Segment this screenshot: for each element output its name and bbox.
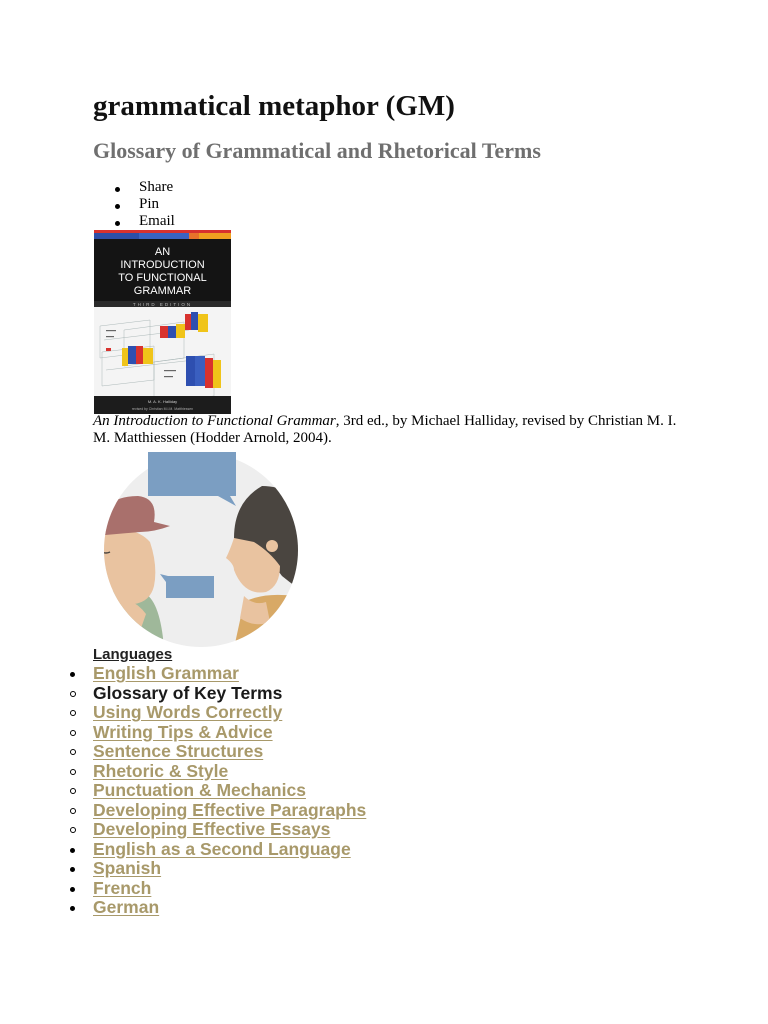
bullet-circle-icon <box>70 710 76 716</box>
nav-link-sentence-structures[interactable]: Sentence Structures <box>93 741 264 761</box>
bullet-disc-icon <box>70 906 75 911</box>
bullet-disc-icon <box>70 848 75 853</box>
share-button[interactable]: Share <box>93 179 175 196</box>
pin-button[interactable]: Pin <box>93 196 175 213</box>
bullet-circle-icon <box>70 827 76 833</box>
bullet-circle-icon <box>70 749 76 755</box>
nav-link-spanish[interactable]: Spanish <box>93 858 162 878</box>
nav-link-punctuation-and-mechanics[interactable]: Punctuation & Mechanics <box>93 780 306 800</box>
cover-title-line-4: GRAMMAR <box>133 285 192 297</box>
page-subtitle: Glossary of Grammatical and Rhetorical Terms <box>93 138 541 163</box>
nav-link-english-as-a-second-language[interactable]: English as a Second Language <box>93 838 351 859</box>
cover-reviser: revised by Christian M.I.M. Matthiessen <box>131 407 194 411</box>
cover-edition: THIRD EDITION <box>132 302 193 307</box>
nav-item <box>66 898 366 918</box>
book-cover-image <box>94 230 231 414</box>
cover-title-line-2: INTRODUCTION <box>120 259 205 271</box>
nav-item <box>66 664 366 684</box>
nav-link-german[interactable]: German <box>93 897 160 917</box>
nav-item <box>66 801 366 821</box>
nav-link-french[interactable]: French <box>93 877 152 898</box>
language-nav-list <box>66 664 366 918</box>
nav-item <box>66 820 366 840</box>
nav-item <box>66 762 366 782</box>
nav-link-using-words-correctly[interactable]: Using Words Correctly <box>93 702 283 722</box>
nav-link-developing-effective-paragraphs[interactable]: Developing Effective Paragraphs <box>93 799 367 820</box>
bullet-circle-icon <box>70 808 76 814</box>
bullet-circle-icon <box>70 769 76 775</box>
nav-item <box>66 742 366 762</box>
bullet-circle-icon <box>70 691 76 697</box>
page-title: grammatical metaphor (GM) <box>93 90 455 122</box>
nav-item <box>66 723 366 743</box>
conversation-illustration-icon <box>94 446 310 648</box>
nav-item <box>66 684 366 704</box>
email-button[interactable]: Email <box>93 213 175 230</box>
bullet-disc-icon <box>70 672 75 677</box>
caption-book-title: An Introduction to Functional Grammar <box>93 413 336 429</box>
cover-title-line-1: AN <box>154 246 171 258</box>
nav-link-rhetoric-and-style[interactable]: Rhetoric & Style <box>93 760 229 781</box>
nav-link-writing-tips-and-advice[interactable]: Writing Tips & Advice <box>93 721 273 742</box>
cover-author: M. A. K. Halliday <box>147 399 178 404</box>
nav-link-developing-effective-essays[interactable]: Developing Effective Essays <box>93 819 331 839</box>
section-label-languages: Languages <box>93 646 173 663</box>
bullet-disc-icon <box>70 867 75 872</box>
nav-link-english-grammar[interactable]: English Grammar <box>93 663 239 683</box>
nav-item <box>66 840 366 860</box>
bullet-disc-icon <box>70 887 75 892</box>
bullet-circle-icon <box>70 788 76 794</box>
caption-details: , 3rd ed., by Michael Halliday, revised by Christian M. I. M. Matthiessen (Hodder Arnold, 2004). <box>93 413 677 446</box>
nav-item <box>66 781 366 801</box>
nav-item <box>66 859 366 879</box>
image-caption <box>93 413 683 447</box>
nav-item <box>66 703 366 723</box>
nav-link-glossary-of-key-terms[interactable]: Glossary of Key Terms <box>93 682 283 703</box>
share-list <box>93 179 175 230</box>
cover-title-line-3: TO FUNCTIONAL <box>118 272 207 284</box>
nav-item <box>66 879 366 899</box>
bullet-circle-icon <box>70 730 76 736</box>
